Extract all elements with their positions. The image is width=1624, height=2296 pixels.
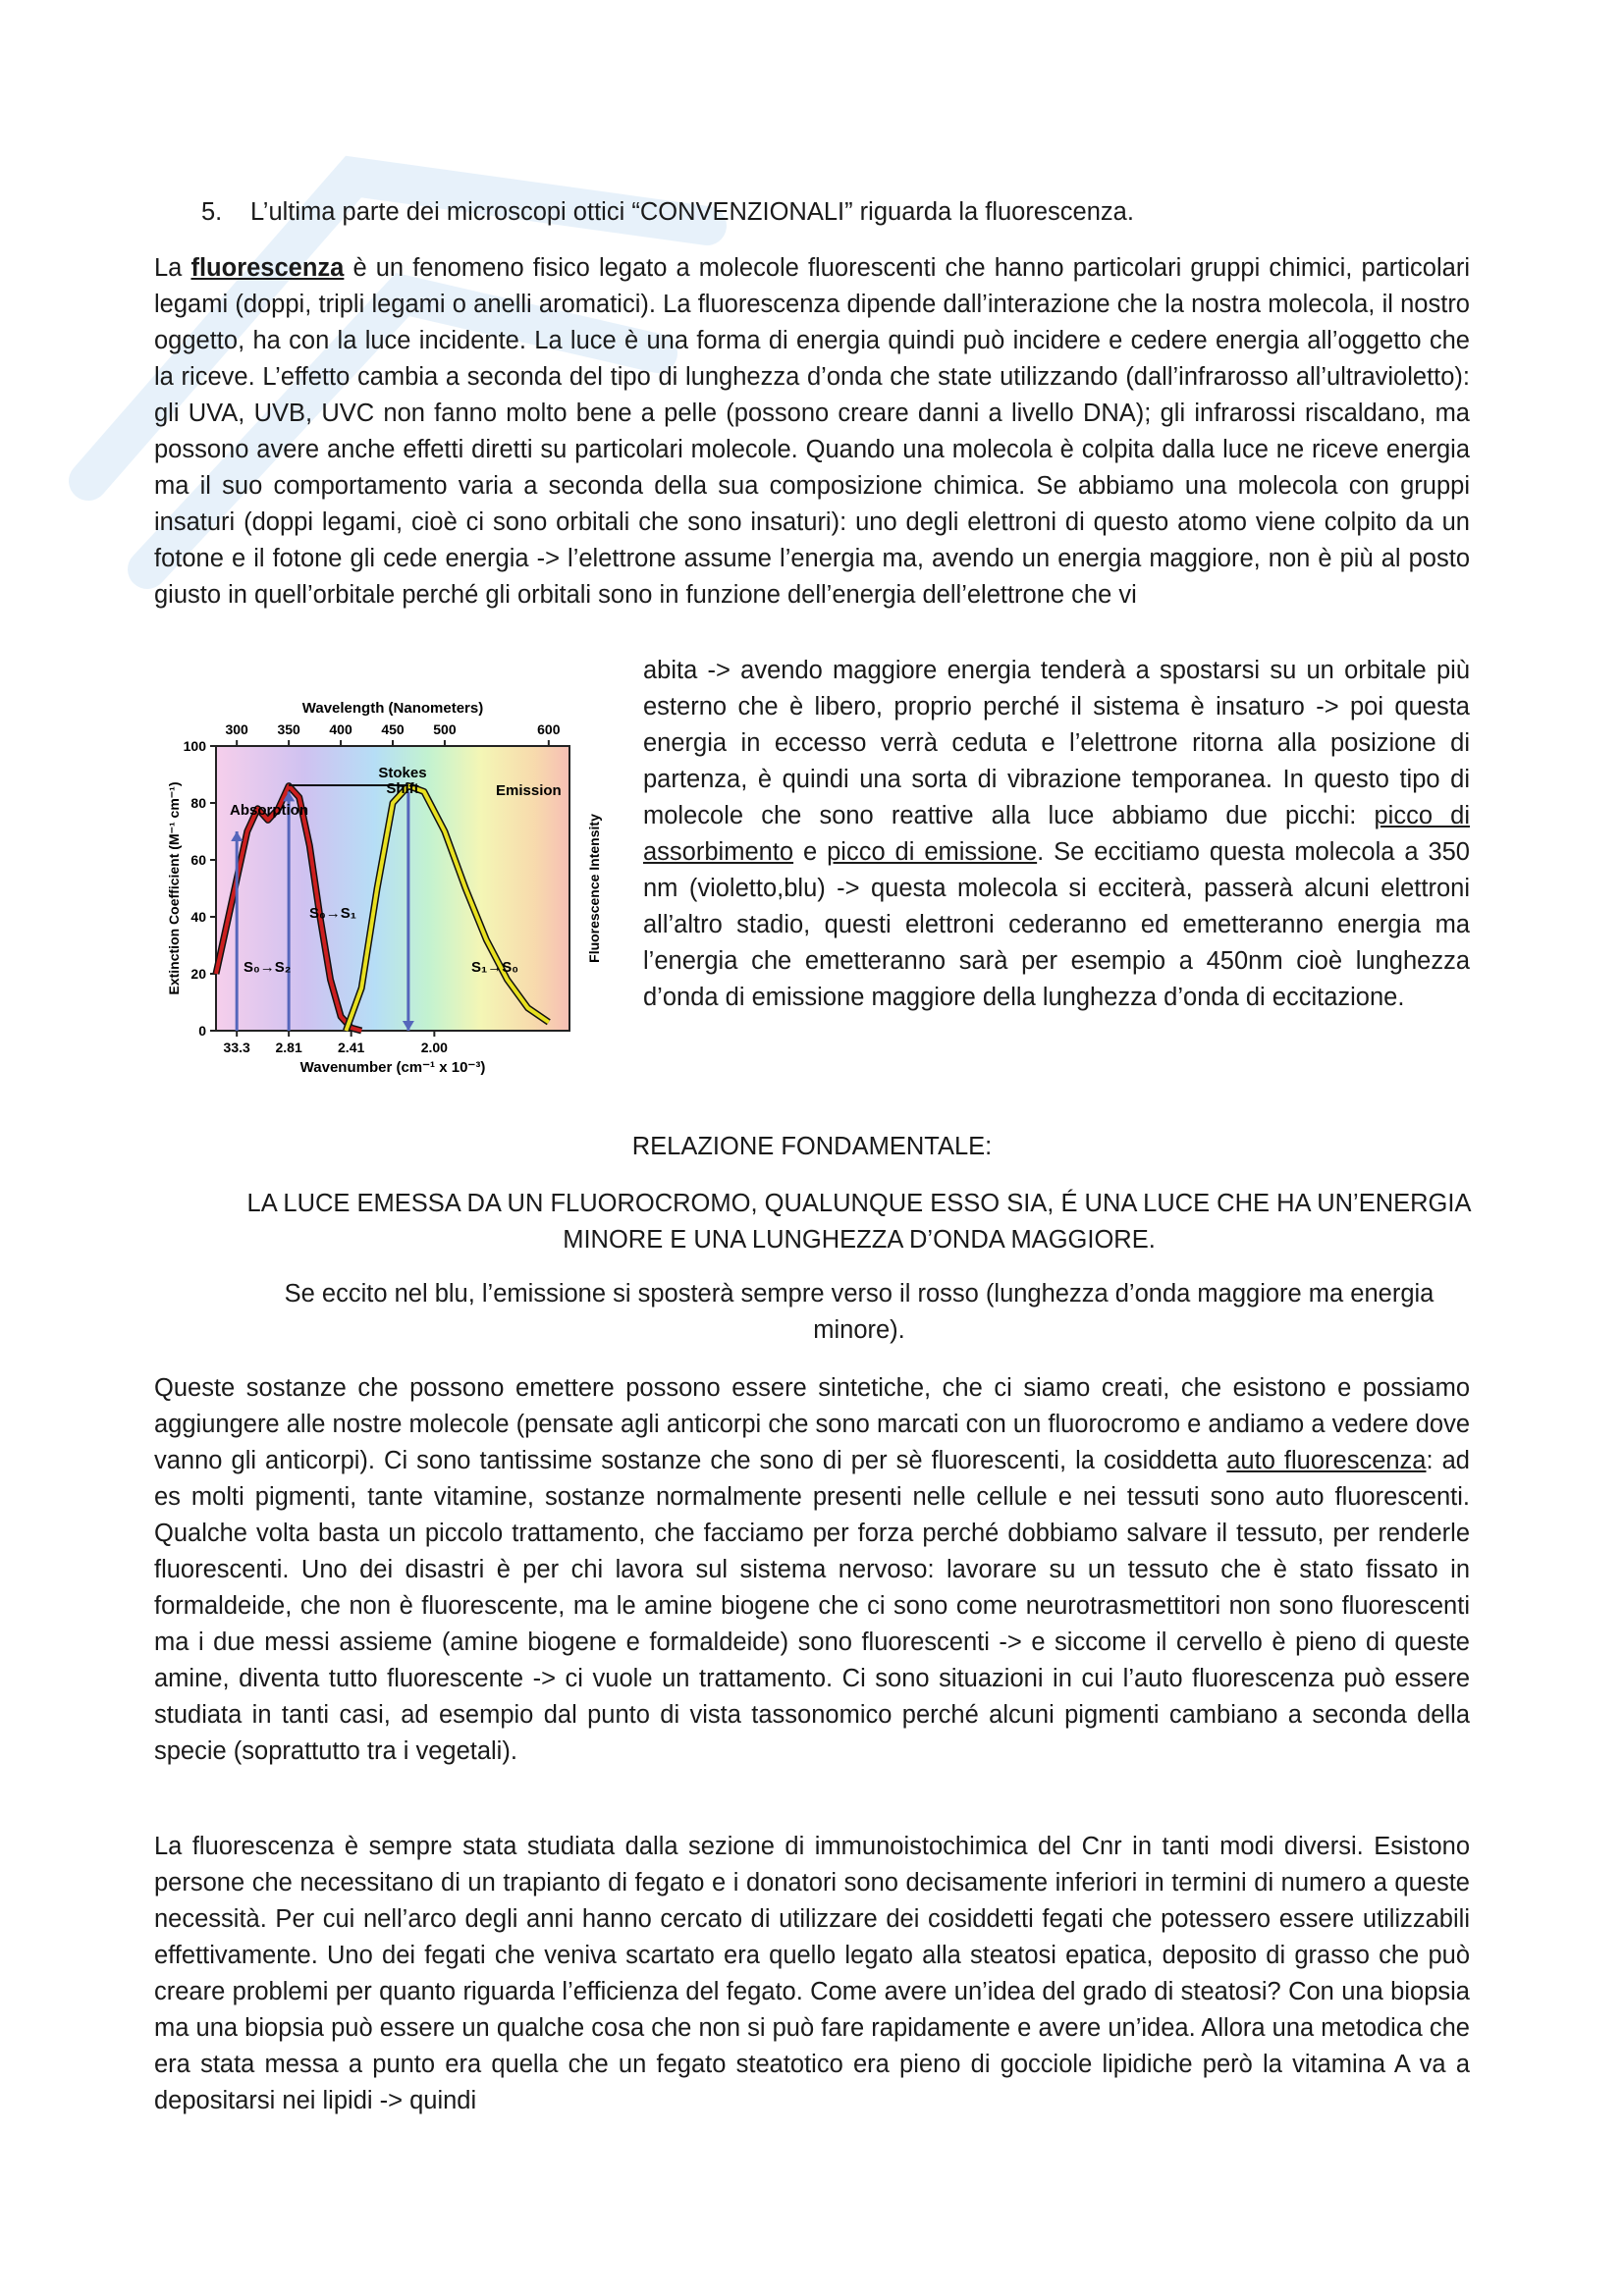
term-fluorescenza: fluorescenza <box>190 254 345 282</box>
y-tick-label-20: 20 <box>190 966 206 982</box>
fluorescence-spectrum-chart <box>157 687 628 1075</box>
top-axis-title: Wavelength (Nanometers) <box>301 700 484 717</box>
list-number: 5. <box>201 198 223 226</box>
term-autofluorescence: auto fluorescenza <box>1226 1447 1427 1474</box>
top-tick-label-400: 400 <box>329 721 352 737</box>
y2-axis-title: Fluorescence Intensity <box>586 814 602 963</box>
y-tick-label-40: 40 <box>190 909 206 925</box>
top-tick-label-450: 450 <box>381 721 405 737</box>
emission-label: Emission <box>496 782 562 799</box>
top-tick-label-350: 350 <box>277 721 300 737</box>
bottom-tick-label-2.00: 2.00 <box>420 1040 448 1055</box>
bottom-axis-title: Wavenumber (cm⁻¹ x 10⁻³) <box>299 1059 486 1075</box>
term-peak-absorption: picco di assorbimento <box>643 802 1470 866</box>
paragraph-fluorescence-continued <box>643 653 1470 1016</box>
y-tick-label-80: 80 <box>190 795 206 811</box>
y-tick-label-100: 100 <box>183 738 206 754</box>
top-tick-label-500: 500 <box>433 721 457 737</box>
bottom-tick-label-2.41: 2.41 <box>338 1040 365 1055</box>
s0s2-label: S₀→S₂ <box>244 959 292 976</box>
paragraph-autofluorescence <box>154 1370 1470 1770</box>
s0s1-label: S₀→S₁ <box>309 905 356 922</box>
stokes-label: Stokes <box>378 765 427 781</box>
shift-label: Shift <box>386 780 419 797</box>
absorption-label: Absorption <box>230 802 308 819</box>
list-item <box>201 194 1134 231</box>
p2-body: : ad es molti pigmenti, tante vitamine, sostanze normalmente presenti nelle cellule e nei tessuti sono auto fluorescenti. Qualche volta basta un piccolo trattamento, che facciamo per forza perché dobbiamo salvare il tessuto, per renderle fluorescenti. Uno dei disastri è per chi lavora sul sistema nervoso: lavorare su un tessuto che è stato fissato in formaldeide, che non è fluorescente, ma le amine biogene che ci sono come neurotrasmettitori non sono fluorescenti ma i due messi assieme (amine biogene e formaldeide) sono fluorescenti -> e siccome il cervello è pieno di queste amine, diventa tutto fluorescente -> ci vuole un trattamento. Ci sono situazioni in cui l’auto fluorescenza può essere studiata in tanti casi, ad esempio dal punto di vista tassonomico perché alcuni pigmenti cambiano a seconda della specie (soprattutto tra i vegetali). <box>154 1447 1470 1765</box>
bottom-tick-label-33.3: 33.3 <box>223 1040 250 1055</box>
relation-note: Se eccito nel blu, l’emissione si sposterà sempre verso il rosso (lunghezza d’onda maggiore ma energia minore). <box>284 1280 1435 1344</box>
term-peak-emission: picco di emissione <box>827 838 1038 866</box>
y-axis-title: Extinction Coefficient (M⁻¹ cm⁻¹) <box>166 781 182 995</box>
relation-title: RELAZIONE FONDAMENTALE: <box>631 1133 993 1160</box>
paragraph-fluorescence <box>154 250 1470 653</box>
relation-main: LA LUCE EMESSA DA UN FLUOROCROMO, QUALUNQUE ESSO SIA, É UNA LUCE CHE HA UN’ENERGIA MINORE E UNA LUNGHEZZA D’ONDA MAGGIORE. <box>246 1190 1472 1254</box>
spectrum-svg <box>157 687 628 1075</box>
p1-tail-a: abita -> avendo maggiore energia tenderà a spostarsi su un orbitale più esterno che è libero, proprio perché il sistema è insaturo -> poi questa energia in eccesso verrà ceduta e l’elettrone ritorna alla posizione di partenza, è quindi una sorta di vibrazione temporanea. In questo tipo di molecole che sono reattive alla luce abbiamo due picchi: <box>643 657 1470 829</box>
bottom-tick-label-2.81: 2.81 <box>275 1040 302 1055</box>
p1-pre: La <box>154 254 191 282</box>
p2-pre: Queste sostanze che possono emettere possono essere sintetiche, che ci siamo creati, che esistono e possiamo aggiungere alle nostre molecole (pensate agli anticorpi che sono marcati con un fluorocromo e andiamo a vedere dove vanno gli anticorpi). Ci sono tantissime sostanze che sono di per sè fluorescenti, la cosiddetta <box>154 1374 1470 1474</box>
p1-body: è un fenomeno fisico legato a molecole fluorescenti che hanno particolari gruppi chimici, particolari legami (doppi, tripli legami o anelli aromatici). La fluorescenza dipende dall’interazione che la nostra molecola, il nostro oggetto, ha con la luce incidente. La luce è una forma di energia quindi può incidere e cedere energia all’oggetto che la riceve. L’effetto cambia a seconda del tipo di lunghezza d’onda che state utilizzando (dall’infrarosso all’ultravioletto): gli UVA, UVB, UVC non fanno molto bene a pelle (possono creare danni a livello DNA); gli infrarossi riscaldano, ma possono avere anche effetti diretti su particolari molecole. Quando una molecola è colpita dalla luce ne riceve energia ma il suo comportamento varia a seconda della sua composizione chimica. Se abbiamo una molecola con gruppi insaturi (doppi legami, cioè ci sono orbitali che sono insaturi): uno degli elettroni di questo atomo viene colpito da un fotone e il fotone gli cede energia -> l’elettrone assume l’energia ma, avendo un energia maggiore, non è più al posto giusto in quell’orbitale perché gli orbitali sono in funzione dell’energia dell’elettrone che vi <box>154 254 1470 609</box>
s1s0-label: S₁→S₀ <box>471 959 518 976</box>
top-tick-label-600: 600 <box>537 721 561 737</box>
p1-tail-b: . Se eccitiamo questa molecola a 350 nm (violetto,blu) -> questa molecola si ecciterà, passerà alcuni elettroni all’altro stadio, questi elettroni cederanno ed emetteranno energia ma l’energia che emetteranno sarà per esempio a 450nm cioè lunghezza d’onda di emissione maggiore della lunghezza d’onda di eccitazione. <box>643 838 1470 1011</box>
y-tick-label-0: 0 <box>198 1023 206 1039</box>
paragraph-cnr: La fluorescenza è sempre stata studiata dalla sezione di immunoistochimica del Cnr in tanti modi diversi. Esistono persone che necessitano di un trapianto di fegato e i donatori sono decisamente inferiori in termini di numero a queste necessità. Per cui nell’arco degli anni hanno cercato di utilizzare dei cosiddetti fegati che potessero essere utilizzabili effettivamente. Uno dei fegati che veniva scartato era quello legato alla steatosi epatica, deposito di grasso che può creare problemi per quanto riguarda l’efficienza del fegato. Come avere un’idea del grado di steatosi? Con una biopsia ma una biopsia può essere un qualche cosa che non si può fare rapidamente e avere un’idea. Allora una metodica che era stata messa a punto era quella che un fegato steatotico era pieno di gocciole lipidiche però la vitamina A va a depositarsi nei lipidi -> quindi <box>154 1833 1470 2114</box>
top-tick-label-300: 300 <box>225 721 248 737</box>
y-tick-label-60: 60 <box>190 852 206 868</box>
list-text: L’ultima parte dei microscopi ottici “CONVENZIONALI” riguarda la fluorescenza. <box>250 198 1134 226</box>
p1-and: e <box>793 838 828 866</box>
